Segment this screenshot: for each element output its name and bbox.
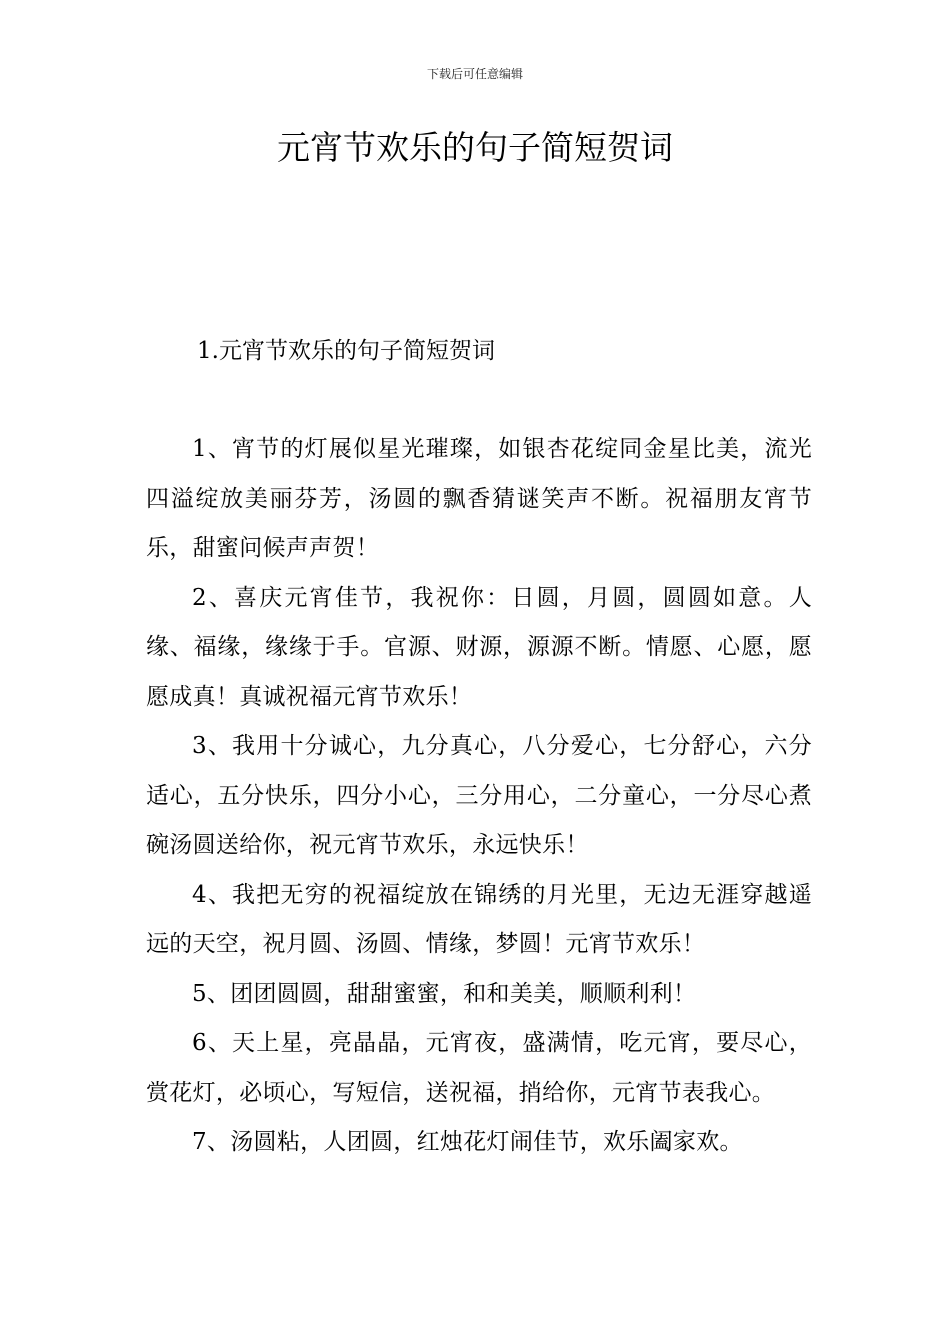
paragraph-6: 6、天上星，亮晶晶，元宵夜，盛满情，吃元宵，要尽心，赏花灯，必顷心，写短信，送祝福，捎给你，元宵节表我心。 — [146, 1030, 812, 1106]
paragraph-1: 1、宵节的灯展似星光璀璨，如银杏花绽同金星比美，流光四溢绽放美丽芬芳，汤圆的飘香猜谜笑声不断。祝福朋友宵节乐，甜蜜问候声声贺！ — [146, 436, 812, 561]
paragraph-2: 2、喜庆元宵佳节，我祝你：日圆，月圆，圆圆如意。人缘、福缘，缘缘于手。官源、财源，源源不断。情愿、心愿，愿愿成真！真诚祝福元宵节欢乐！ — [146, 584, 812, 710]
header-note: 下载后可任意编辑 — [426, 67, 523, 81]
paragraph-7: 7、汤圆粘，人团圆，红烛花灯闹佳节，欢乐阖家欢。 — [192, 1129, 743, 1155]
paragraph-4: 4、我把无穷的祝福绽放在锦绣的月光里，无边无涯穿越遥远的天空，祝月圆、汤圆、情缘，梦圆！元宵节欢乐！ — [146, 881, 812, 957]
paragraph-5: 5、团团圆圆，甜甜蜜蜜，和和美美，顺顺利利！ — [192, 980, 697, 1007]
paragraph-3: 3、我用十分诚心，九分真心，八分爱心，七分舒心，六分适心，五分快乐，四分小心，三分用心，二分童心，一分尽心煮碗汤圆送给你，祝元宵节欢乐，永远快乐！ — [146, 733, 812, 858]
body-text — [146, 425, 812, 1168]
document-title: 元宵节欢乐的句子简短贺词 — [277, 128, 673, 167]
section-heading: 1.元宵节欢乐的句子简短贺词 — [197, 338, 495, 364]
